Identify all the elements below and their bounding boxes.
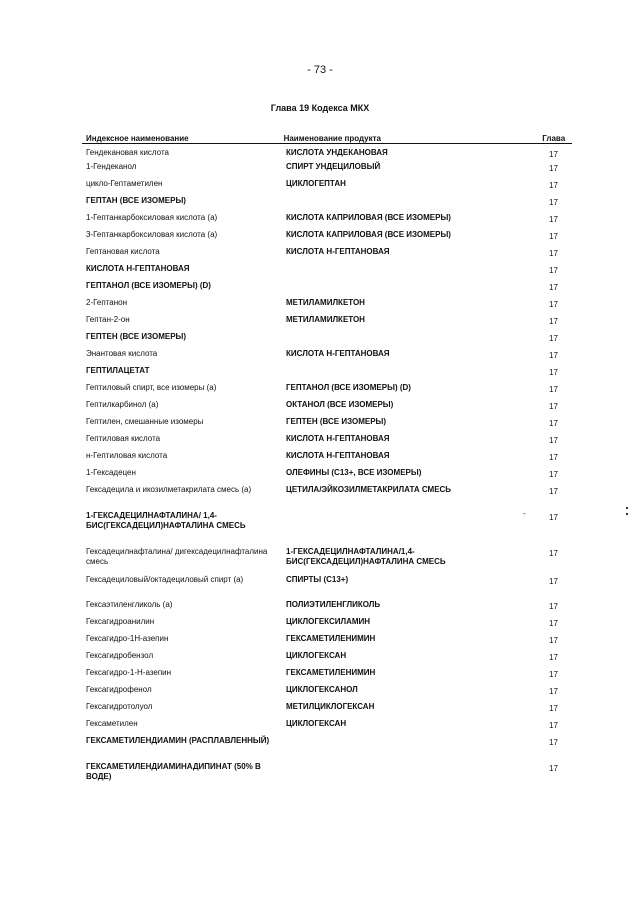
margin-mark: - xyxy=(523,509,526,518)
cell-chapter: 17 xyxy=(549,602,558,611)
scan-dot xyxy=(626,507,628,509)
cell-index-name: Гексадецила и икозилметакрилата смесь (а) xyxy=(86,485,252,494)
cell-product-name: МЕТИЛАМИЛКЕТОН xyxy=(286,298,365,307)
scan-dot xyxy=(626,513,628,515)
table-row xyxy=(82,315,572,332)
table-row xyxy=(82,468,572,485)
table-row xyxy=(82,349,572,366)
cell-index-name: Гексагидрофенол xyxy=(86,685,152,694)
table-row xyxy=(82,264,572,281)
cell-chapter: 17 xyxy=(549,653,558,662)
cell-index-name: ГЕПТЕН (ВСЕ ИЗОМЕРЫ) xyxy=(86,332,187,341)
cell-product-name: КИСЛОТА КАПРИЛОВАЯ (ВСЕ ИЗОМЕРЫ) xyxy=(286,230,451,239)
cell-product-name: ГЕКСАМЕТИЛЕНИМИН xyxy=(286,634,376,643)
cell-product-name: ОКТАНОЛ (ВСЕ ИЗОМЕРЫ) xyxy=(286,400,394,409)
cell-index-name: Гексагидробензол xyxy=(86,651,154,660)
product-table xyxy=(82,131,572,788)
cell-chapter: 17 xyxy=(549,249,558,258)
cell-index-name: Гексагидро-1Н-азепин xyxy=(86,634,169,643)
cell-index-name: Гексадецилнафталина/ дигексадецилнафталина смесь xyxy=(86,547,268,566)
cell-chapter: 17 xyxy=(549,385,558,394)
table-row xyxy=(82,685,572,702)
cell-index-name: Гексагидро-1-Н-азепин xyxy=(86,668,172,677)
cell-chapter: 17 xyxy=(549,453,558,462)
cell-chapter: 17 xyxy=(549,549,558,558)
cell-chapter: 17 xyxy=(549,470,558,479)
cell-index-name: Гексадециловый/октадециловый спирт (а) xyxy=(86,575,244,584)
cell-chapter: 17 xyxy=(549,334,558,343)
table-row xyxy=(82,451,572,468)
cell-chapter: 17 xyxy=(549,687,558,696)
cell-index-name: н-Гептиловая кислота xyxy=(86,451,168,460)
page-number: - 73 - xyxy=(307,64,333,76)
table-header xyxy=(82,131,572,144)
cell-index-name: 1-Гексадецен xyxy=(86,468,136,477)
table-row xyxy=(82,400,572,417)
cell-index-name: Гексагидроанилин xyxy=(86,617,155,626)
cell-index-name: Гексаметилен xyxy=(86,719,138,728)
column-header-chapter: Глава xyxy=(542,134,566,143)
cell-chapter: 17 xyxy=(549,436,558,445)
table-row xyxy=(82,298,572,315)
cell-index-name: ГЕКСАМЕТИЛЕНДИАМИНАДИПИНАТ (50% В ВОДЕ) xyxy=(86,762,261,781)
table-row xyxy=(82,600,572,617)
cell-chapter: 17 xyxy=(549,150,558,159)
cell-index-name: ГЕПТИЛАЦЕТАТ xyxy=(86,366,150,375)
cell-product-name: ЦИКЛОГЕКСАН xyxy=(286,651,347,660)
table-row xyxy=(82,668,572,685)
cell-chapter: 17 xyxy=(549,351,558,360)
cell-index-name: Гексаэтиленгликоль (а) xyxy=(86,600,173,609)
cell-index-name: 3-Гептанкарбоксиловая кислота (а) xyxy=(86,230,218,239)
table-row xyxy=(82,144,572,162)
cell-index-name: Гептан-2-он xyxy=(86,315,130,324)
cell-product-name: ЦИКЛОГЕКСИЛАМИН xyxy=(286,617,371,626)
table-row xyxy=(82,617,572,634)
cell-index-name: Гептиловая кислота xyxy=(86,434,161,443)
table-row xyxy=(82,366,572,383)
table-row xyxy=(82,702,572,719)
cell-index-name: Гептиловый спирт, все изомеры (а) xyxy=(86,383,217,392)
cell-product-name: СПИРТ УНДЕЦИЛОВЫЙ xyxy=(286,162,381,171)
cell-chapter: 17 xyxy=(549,636,558,645)
cell-chapter: 17 xyxy=(549,577,558,586)
cell-index-name: ГЕКСАМЕТИЛЕНДИАМИН (РАСПЛАВЛЕННЫЙ) xyxy=(86,736,270,745)
table-row xyxy=(82,281,572,298)
table-row xyxy=(82,196,572,213)
cell-chapter: 17 xyxy=(549,738,558,747)
table-row xyxy=(82,762,572,788)
cell-chapter: 17 xyxy=(549,704,558,713)
cell-product-name: 1-ГЕКСАДЕЦИЛНАФТАЛИНА/1,4-БИС(ГЕКСАДЕЦИЛ)НАФТАЛИНА СМЕСЬ xyxy=(286,547,446,566)
cell-product-name: КИСЛОТА Н-ГЕПТАНОВАЯ xyxy=(286,247,390,256)
cell-index-name: ГЕПТАН (ВСЕ ИЗОМЕРЫ) xyxy=(86,196,186,205)
table-row xyxy=(82,162,572,179)
cell-product-name: ЦИКЛОГЕПТАН xyxy=(286,179,346,188)
cell-product-name: ГЕКСАМЕТИЛЕНИМИН xyxy=(286,668,376,677)
cell-chapter: 17 xyxy=(549,402,558,411)
cell-index-name: Гексагидротолуол xyxy=(86,702,153,711)
cell-product-name: КИСЛОТА Н-ГЕПТАНОВАЯ xyxy=(286,349,390,358)
table-row xyxy=(82,575,572,600)
cell-product-name: КИСЛОТА Н-ГЕПТАНОВАЯ xyxy=(286,451,390,460)
cell-index-name: Гептановая кислота xyxy=(86,247,160,256)
cell-index-name: КИСЛОТА Н-ГЕПТАНОВАЯ xyxy=(86,264,190,273)
cell-index-name: ГЕПТАНОЛ (ВСЕ ИЗОМЕРЫ) (D) xyxy=(86,281,211,290)
cell-chapter: 17 xyxy=(549,283,558,292)
table-row xyxy=(82,230,572,247)
cell-chapter: 17 xyxy=(549,619,558,628)
cell-index-name: 1-Гептанкарбоксиловая кислота (а) xyxy=(86,213,218,222)
cell-product-name: ЦИКЛОГЕКСАНОЛ xyxy=(286,685,358,694)
cell-product-name: ПОЛИЭТИЛЕНГЛИКОЛЬ xyxy=(286,600,381,609)
cell-product-name: ЦЕТИЛА/ЭЙКОЗИЛМЕТАКРИЛАТА СМЕСЬ xyxy=(286,485,452,494)
cell-product-name: ГЕПТЕН (ВСЕ ИЗОМЕРЫ) xyxy=(286,417,387,426)
document-title: Глава 19 Кодекса МКХ xyxy=(270,103,370,113)
cell-index-name: 2-Гептанон xyxy=(86,298,127,307)
cell-chapter: 17 xyxy=(549,266,558,275)
cell-product-name: ОЛЕФИНЫ (С13+, ВСЕ ИЗОМЕРЫ) xyxy=(286,468,422,477)
table-row xyxy=(82,332,572,349)
cell-product-name: КИСЛОТА Н-ГЕПТАНОВАЯ xyxy=(286,434,390,443)
table-row xyxy=(82,511,572,547)
cell-index-name: 1-Гендеканол xyxy=(86,162,137,171)
table-row xyxy=(82,634,572,651)
table-row xyxy=(82,547,572,575)
table-row xyxy=(82,485,572,511)
cell-index-name: цикло-Гептаметилен xyxy=(86,179,163,188)
table-row xyxy=(82,383,572,400)
cell-product-name: ЦИКЛОГЕКСАН xyxy=(286,719,347,728)
cell-chapter: 17 xyxy=(549,215,558,224)
table-row xyxy=(82,213,572,230)
cell-index-name: Гептилен, смешанные изомеры xyxy=(86,417,204,426)
table-row xyxy=(82,651,572,668)
cell-chapter: 17 xyxy=(549,513,558,522)
cell-chapter: 17 xyxy=(549,300,558,309)
cell-index-name: Гептилкарбинол (а) xyxy=(86,400,159,409)
table-row xyxy=(82,736,572,762)
cell-chapter: 17 xyxy=(549,198,558,207)
cell-product-name: КИСЛОТА КАПРИЛОВАЯ (ВСЕ ИЗОМЕРЫ) xyxy=(286,213,451,222)
cell-chapter: 17 xyxy=(549,368,558,377)
cell-chapter: 17 xyxy=(549,232,558,241)
cell-product-name: МЕТИЛЦИКЛОГЕКСАН xyxy=(286,702,375,711)
table-row xyxy=(82,179,572,196)
cell-chapter: 17 xyxy=(549,487,558,496)
table-row xyxy=(82,719,572,736)
cell-product-name: ГЕПТАНОЛ (ВСЕ ИЗОМЕРЫ) (D) xyxy=(286,383,411,392)
cell-chapter: 17 xyxy=(549,181,558,190)
cell-chapter: 17 xyxy=(549,721,558,730)
cell-chapter: 17 xyxy=(549,670,558,679)
cell-index-name: Гендекановая кислота xyxy=(86,148,169,157)
cell-chapter: 17 xyxy=(549,317,558,326)
table-row xyxy=(82,247,572,264)
table-row xyxy=(82,434,572,451)
cell-product-name: КИСЛОТА УНДЕКАНОВАЯ xyxy=(286,148,388,157)
cell-index-name: 1-ГЕКСАДЕЦИЛНАФТАЛИНА/ 1,4-БИС(ГЕКСАДЕЦИЛ)НАФТАЛИНА СМЕСЬ xyxy=(86,511,246,530)
column-header-index-name: Индексное наименование xyxy=(86,134,189,143)
cell-product-name: СПИРТЫ (С13+) xyxy=(286,575,349,584)
cell-product-name: МЕТИЛАМИЛКЕТОН xyxy=(286,315,365,324)
column-header-product-name: Наименование продукта xyxy=(283,134,381,143)
table-row xyxy=(82,417,572,434)
table-body xyxy=(82,144,572,788)
cell-index-name: Энантовая кислота xyxy=(86,349,158,358)
cell-chapter: 17 xyxy=(549,764,558,773)
cell-chapter: 17 xyxy=(549,164,558,173)
cell-chapter: 17 xyxy=(549,419,558,428)
